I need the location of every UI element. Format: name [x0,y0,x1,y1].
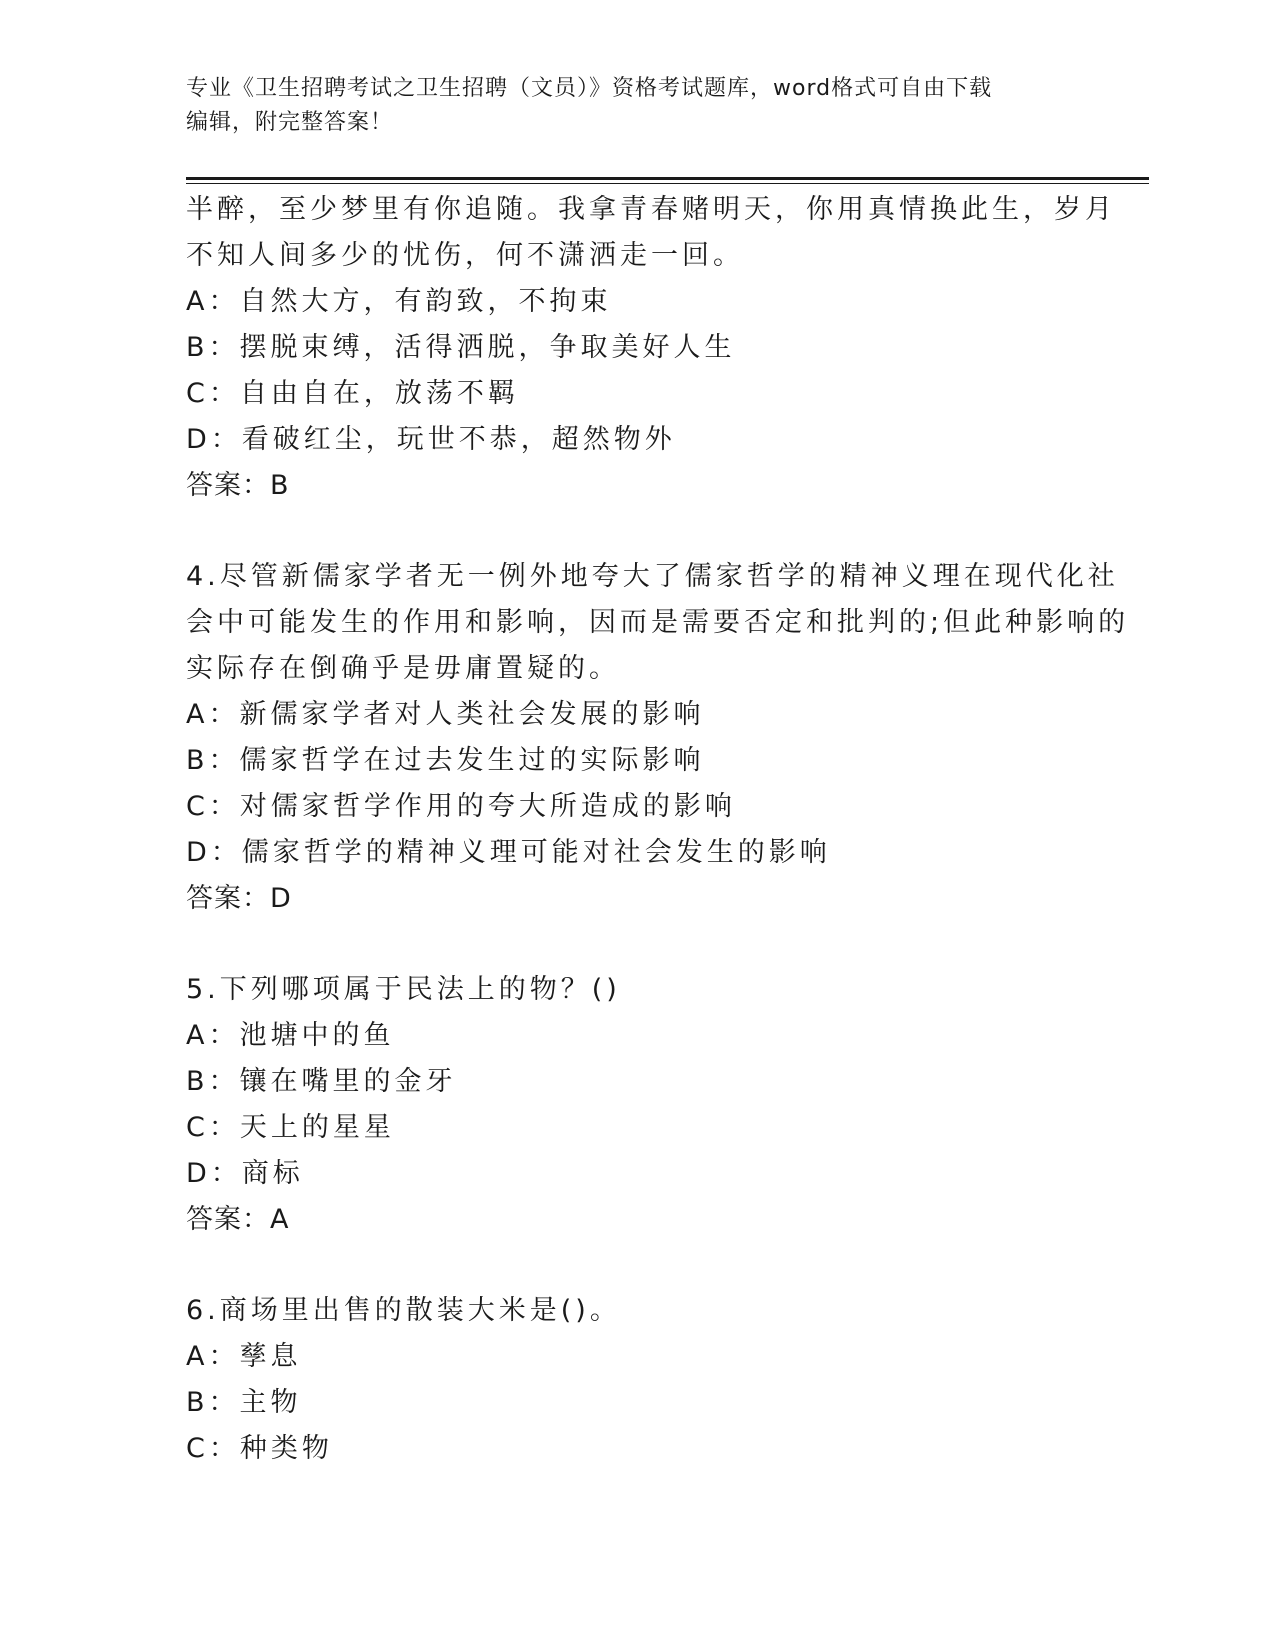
question-stem-line: 半醉，至少梦里有你追随。我拿青春赌明天，你用真情换此生，岁月 [186,194,1116,225]
question-block-5 [186,967,1106,1243]
option-a: A：孳息 [186,1341,302,1372]
answer-line: 答案：B [186,470,290,501]
spacer [186,922,1106,967]
question-stem-line: 4.尽管新儒家学者无一例外地夸大了儒家哲学的精神义理在现代化社 [186,561,1119,592]
option-a: A：自然大方，有韵致，不拘束 [186,286,612,317]
question-stem-line: 5.下列哪项属于民法上的物？() [186,974,621,1005]
header-title-line-2: 编辑，附完整答案！ [186,110,394,135]
option-a: A：池塘中的鱼 [186,1020,395,1051]
header-divider-thick [186,177,1149,180]
question-list [186,187,1130,1472]
option-c: C：种类物 [186,1433,333,1464]
question-block-4 [186,554,1130,922]
question-stem-line: 会中可能发生的作用和影响，因而是需要否定和批判的;但此种影响的 [186,607,1130,638]
question-block-3 [186,187,1116,509]
header-divider-thin [186,183,1149,184]
option-d: D：商标 [186,1158,304,1189]
option-c: C：对儒家哲学作用的夸大所造成的影响 [186,791,736,822]
option-c: C：自由自在，放荡不羁 [186,378,519,409]
answer-line: 答案：D [186,883,292,914]
option-d: D：儒家哲学的精神义理可能对社会发生的影响 [186,837,831,868]
question-stem-line: 实际存在倒确乎是毋庸置疑的。 [186,653,620,684]
spacer [186,509,1106,554]
question-block-6 [186,1288,1106,1472]
spacer [186,1243,1106,1288]
header-title-line-1: 专业《卫生招聘考试之卫生招聘（文员）》资格考试题库，word格式可自由下载 [186,76,993,101]
answer-line: 答案：A [186,1204,290,1235]
document-header [186,72,1086,140]
option-d: D：看破红尘，玩世不恭，超然物外 [186,424,676,455]
option-b: B：摆脱束缚，活得洒脱，争取美好人生 [186,332,736,363]
option-a: A：新儒家学者对人类社会发展的影响 [186,699,705,730]
option-b: B：主物 [186,1387,302,1418]
option-b: B：儒家哲学在过去发生过的实际影响 [186,745,705,776]
question-stem-line: 6.商场里出售的散装大米是()。 [186,1295,621,1326]
option-c: C：天上的星星 [186,1112,395,1143]
question-stem-line: 不知人间多少的忧伤，何不潇洒走一回。 [186,240,744,271]
option-b: B：镶在嘴里的金牙 [186,1066,457,1097]
